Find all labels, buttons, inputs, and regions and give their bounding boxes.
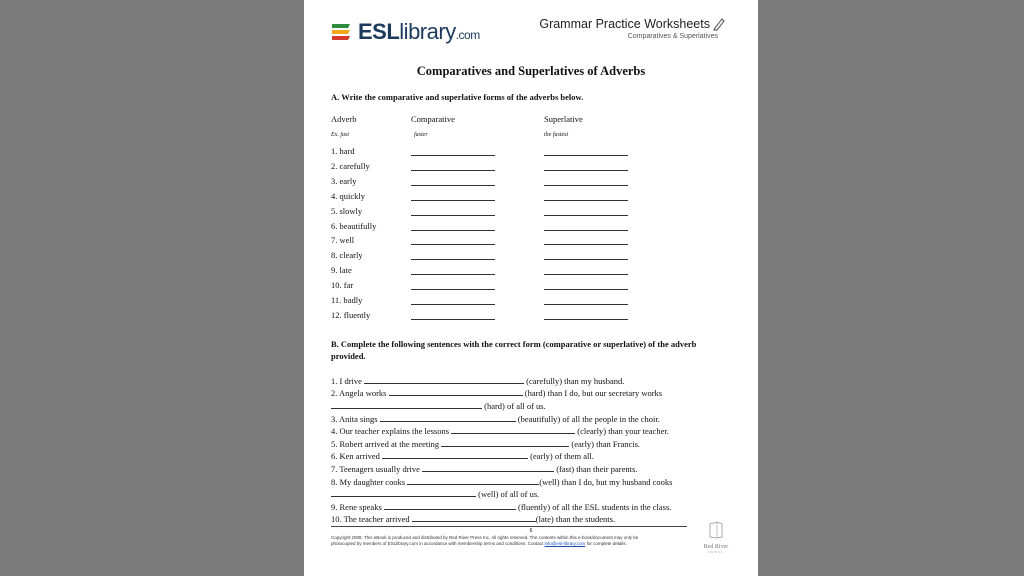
example-adverb: Ex. fast — [331, 132, 349, 138]
comparative-answer-line[interactable] — [411, 274, 495, 275]
comparative-answer-line[interactable] — [411, 200, 495, 201]
esl-library-logo — [330, 18, 480, 46]
book-icon — [708, 521, 724, 539]
publisher-name: Red River — [703, 544, 729, 550]
sentence-2-cont: (hard) of all of us. — [331, 399, 546, 412]
superlative-answer-line[interactable] — [544, 289, 628, 290]
adverb-item: 2. carefully — [331, 160, 370, 171]
logo-library: library — [399, 19, 456, 44]
series-title: Grammar Practice Worksheets — [539, 17, 710, 31]
answer-blank[interactable] — [441, 437, 569, 447]
sentence-4: 4. Our teacher explains the lessons (clearly) than your teacher. — [331, 426, 669, 436]
superlative-answer-line[interactable] — [544, 155, 628, 156]
answer-blank[interactable] — [407, 475, 539, 485]
page-number: 6 — [529, 528, 533, 534]
contact-email-link[interactable]: info@esl-library.com — [544, 541, 586, 546]
pencil-icon — [712, 17, 726, 31]
answer-blank[interactable] — [422, 462, 554, 472]
sentence-7: 7. Teenagers usually drive (fast) than their parents. — [331, 464, 638, 474]
superlative-answer-line[interactable] — [544, 274, 628, 275]
sentence-10: 10. The teacher arrived (late) than the students. — [331, 514, 616, 524]
answer-blank[interactable] — [380, 412, 516, 422]
superlative-answer-line[interactable] — [544, 230, 628, 231]
answer-blank[interactable] — [364, 374, 524, 384]
logo-com: .com — [455, 28, 480, 42]
adverb-item: 6. beautifully — [331, 220, 377, 231]
series-header — [539, 17, 726, 40]
superlative-answer-line[interactable] — [544, 185, 628, 186]
sentence-9: 9. Rene speaks (fluently) of all the ESL students in the class. — [331, 502, 672, 512]
sentence-2: 2. Angela works (hard) than I do, but our secretary works — [331, 388, 663, 398]
adverb-item: 3. early — [331, 175, 357, 186]
comparative-answer-line[interactable] — [411, 289, 495, 290]
adverb-item: 8. clearly — [331, 250, 363, 261]
superlative-answer-line[interactable] — [544, 244, 628, 245]
col-comparative: Comparative — [411, 114, 455, 124]
answer-blank[interactable] — [331, 487, 476, 497]
adverb-item: 1. hard — [331, 146, 355, 156]
col-superlative: Superlative — [544, 114, 583, 124]
red-river-press-logo — [698, 521, 734, 554]
logo-mark-icon — [330, 20, 354, 44]
footer-divider — [331, 526, 687, 527]
series-subtitle: Comparatives & Superlatives — [627, 33, 718, 40]
adverb-item: 7. well — [331, 235, 355, 246]
superlative-answer-line[interactable] — [544, 170, 628, 171]
adverb-item: 4. quickly — [331, 190, 365, 201]
answer-blank[interactable] — [451, 424, 575, 434]
superlative-answer-line[interactable] — [544, 259, 628, 260]
sentence-6: 6. Ken arrived (early) of them all. — [331, 451, 594, 461]
answer-blank[interactable] — [331, 399, 482, 409]
sentence-1: 1. I drive (carefully) than my husband. — [331, 376, 625, 386]
copyright-notice: Copyright 2008. This eBook is produced and distributed by Red River Press Inc. All rights reserved. The contents within this e-book/document may only be photocopied by members of ESLlibrary.com in accordance with membership terms and conditions. Contact info@esl-library.com for complete details. — [331, 535, 639, 546]
comparative-answer-line[interactable] — [411, 304, 495, 305]
comparative-answer-line[interactable] — [411, 185, 495, 186]
comparative-answer-line[interactable] — [411, 155, 495, 156]
answer-blank[interactable] — [382, 449, 528, 459]
superlative-answer-line[interactable] — [544, 200, 628, 201]
adverb-item: 5. slowly — [331, 205, 363, 216]
superlative-answer-line[interactable] — [544, 215, 628, 216]
comparative-answer-line[interactable] — [411, 170, 495, 171]
adverb-item: 10. far — [331, 280, 354, 291]
comparative-answer-line[interactable] — [411, 319, 495, 320]
example-comparative: faster — [414, 132, 428, 138]
adverb-item: 12. fluently — [331, 309, 371, 320]
logo-esl: ESL — [358, 19, 400, 44]
section-b-instruction: B. Complete the following sentences with the correct form (comparative or superlative) of the adverb provided. — [331, 339, 697, 361]
sentence-5: 5. Robert arrived at the meeting (early) than Francis. — [331, 439, 641, 449]
comparative-answer-line[interactable] — [411, 215, 495, 216]
example-superlative: the fastest — [544, 132, 569, 138]
superlative-answer-line[interactable] — [544, 319, 628, 320]
superlative-answer-line[interactable] — [544, 304, 628, 305]
answer-blank[interactable] — [389, 386, 523, 396]
section-a-instruction: A. Write the comparative and superlative forms of the adverbs below. — [331, 92, 584, 102]
sentence-8-cont: (well) of all of us. — [331, 487, 539, 500]
publisher-sub: PRESS — [708, 550, 724, 554]
adverb-item: 9. late — [331, 265, 352, 276]
comparative-answer-line[interactable] — [411, 244, 495, 245]
adverb-item: 11. badly — [331, 295, 363, 305]
comparative-answer-line[interactable] — [411, 259, 495, 260]
col-adverb: Adverb — [331, 114, 357, 124]
sentence-3: 3. Anita sings (beautifully) of all the people in the choir. — [331, 414, 660, 424]
comparative-answer-line[interactable] — [411, 230, 495, 231]
worksheet-title: Comparatives and Superlatives of Adverbs — [416, 64, 646, 78]
answer-blank[interactable] — [412, 512, 536, 522]
sentence-8: 8. My daughter cooks (well) than I do, but my husband cooks — [331, 477, 673, 487]
worksheet-page — [304, 0, 758, 576]
answer-blank[interactable] — [384, 500, 516, 510]
